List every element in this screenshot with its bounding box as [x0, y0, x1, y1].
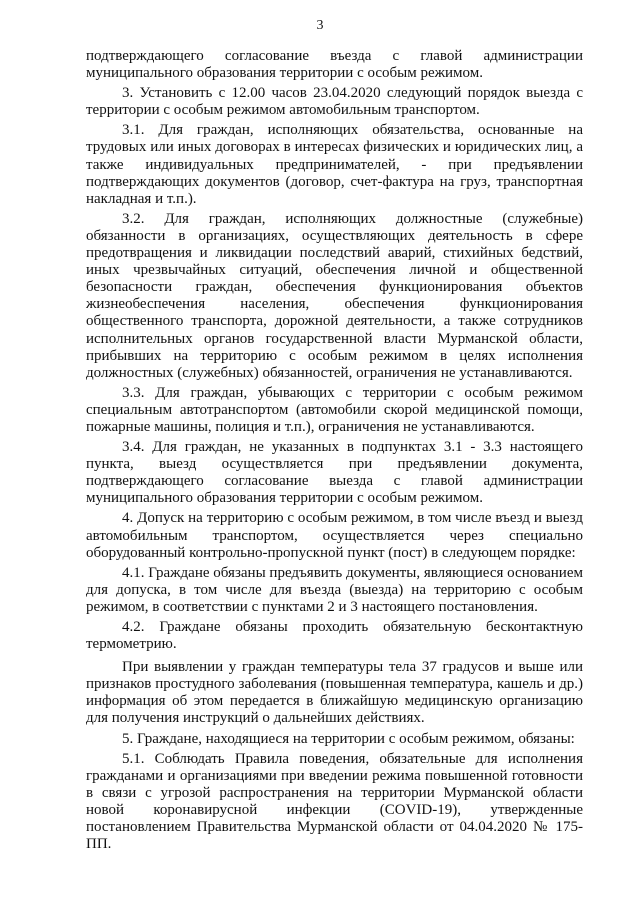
paragraph-4-2: 4.2. Граждане обязаны проходить обязательную бесконтактную термометрию.: [86, 619, 583, 653]
page-number: 3: [316, 18, 324, 33]
paragraph-3: 3. Установить с 12.00 часов 23.04.2020 следующий порядок выезда с территории с особым режимом автомобильным транспортом.: [86, 85, 583, 119]
paragraph-3-1: 3.1. Для граждан, исполняющих обязательства, основанные на трудовых или иных договорах в интересах физических и юридических лиц, а также индивидуальных предпринимателей, - при предъявлении подтверждающих документов (договор, счет-фактура на груз, транспортная накладная и т.п.).: [86, 122, 583, 207]
paragraph-5: 5. Граждане, находящиеся на территории с особым режимом, обязаны:: [122, 730, 575, 747]
paragraph-3-2: 3.2. Для граждан, исполняющих должностные (служебные) обязанности в организациях, осуществляющих деятельность в сфере предотвращения и ликвидации последствий аварий, стихийных бедствий, иных чрезвычайных ситуаций, обеспечения личной и общественной безопасности граждан, обеспечения функционирования объектов жизнеобеспечения населения, обеспечения функционирования общественного транспорта, дорожной деятельности, а также сотрудников исполнительных органов государственной власти Мурманской области, прибывших на территорию с особым режимом в целях исполнения должностных (служебных) обязанностей, ограничения не устанавливаются.: [86, 210, 583, 381]
paragraph-4: 4. Допуск на территорию с особым режимом, в том числе въезд и выезд автомобильным транспортом, осуществляется через специально оборудованный контрольно-пропускной пункт (пост) в следующем порядке:: [86, 510, 583, 561]
paragraph-4-1: 4.1. Граждане обязаны предъявить документы, являющиеся основанием для допуска, в том числе для въезда (выезда) на территорию с особым режимом, в соответствии с пунктами 2 и 3 настоящего постановления.: [86, 564, 583, 615]
document-body: [86, 48, 583, 856]
paragraph-temperature-note: При выявлении у граждан температуры тела 37 градусов и выше или признаков простудного заболевания (повышенная температура, кашель и др.) информация об этом передается в ближайшую медицинскую организацию для получения инструкций о дальнейших действиях.: [86, 659, 583, 727]
paragraph-3-3: 3.3. Для граждан, убывающих с территории с особым режимом специальным автотранспортом (автомобили скорой медицинской помощи, пожарные машины, полиция и т.п.), ограничения не устанавливаются.: [86, 384, 583, 435]
paragraph-3-4: 3.4. Для граждан, не указанных в подпунктах 3.1 - 3.3 настоящего пункта, выезд осуществляется при предъявлении документа, подтверждающего согласование выезда с главой администрации муниципального образования территории с особым режимом.: [86, 439, 583, 507]
paragraph-5-1: 5.1. Соблюдать Правила поведения, обязательные для исполнения гражданами и организациями при введении режима повышенной готовности в связи с угрозой распространения на территории Мурманской области новой коронавирусной инфекции (COVID-19), утвержденные постановлением Правительства Мурманской области от 04.04.2020 № 175-ПП.: [86, 750, 583, 853]
paragraph-continuation: подтверждающего согласование въезда с главой администрации муниципального образования территории с особым режимом.: [86, 48, 583, 82]
